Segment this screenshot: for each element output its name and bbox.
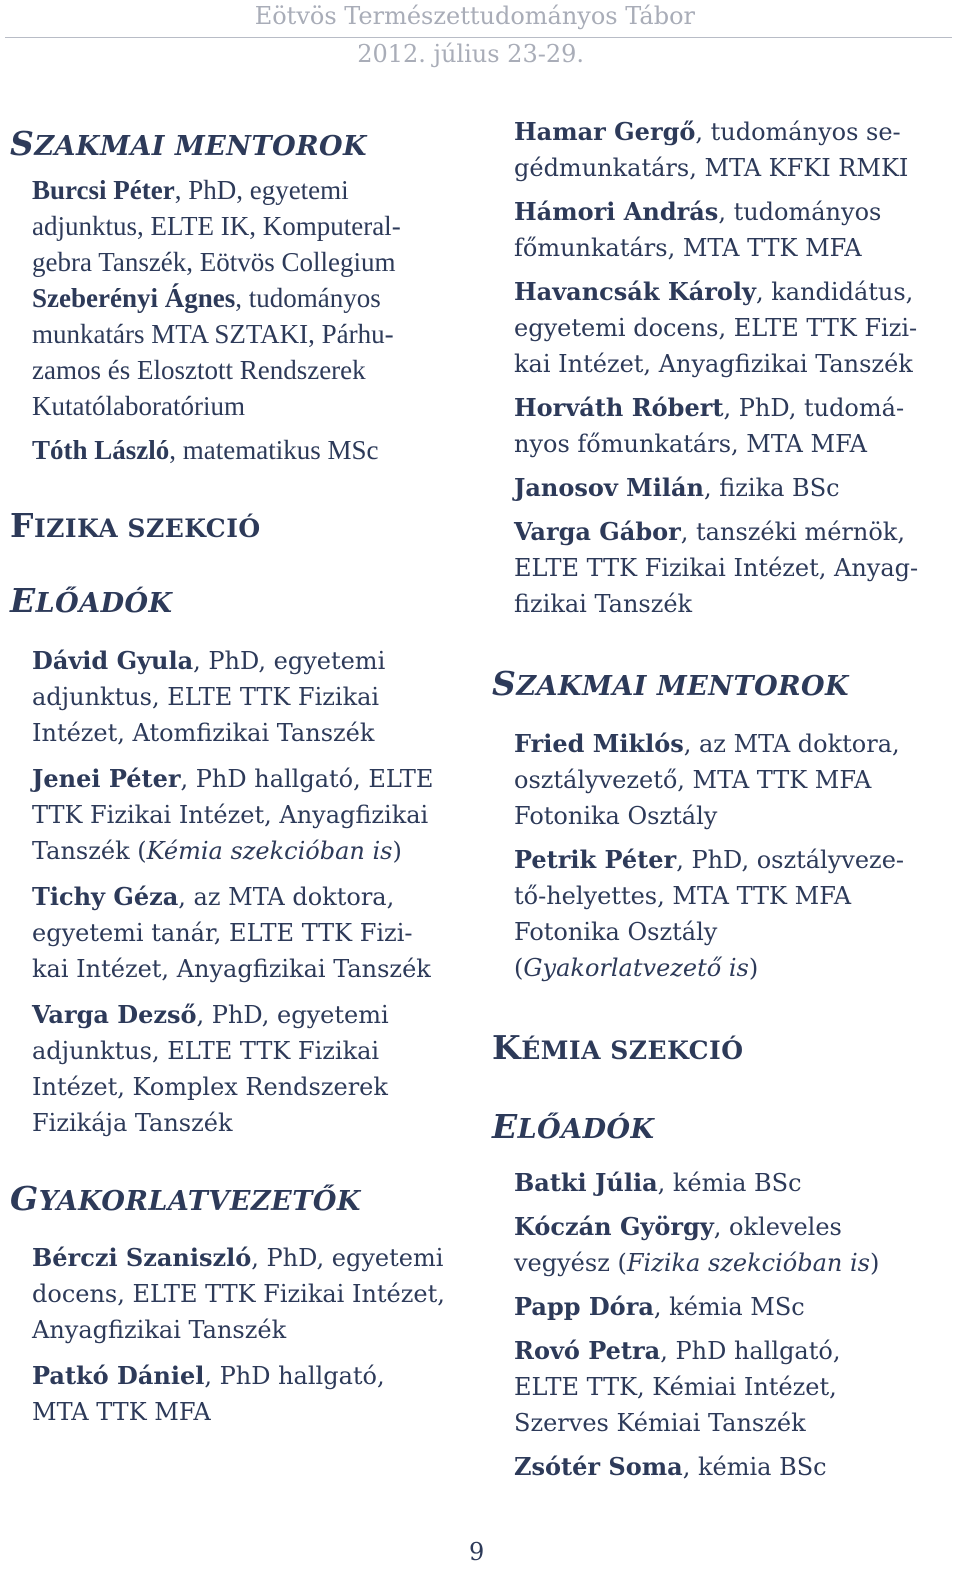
person-entry: Szeberényi Ágnes, tudományos munkatárs MTA SZTAKI, Párhu- zamos és Elosztott Rendszerek Kutatólaboratórium <box>32 282 394 421</box>
person-entry: Jenei Péter, PhD hallgató, ELTE TTK Fizikai Intézet, Anyagfizikai Tanszék (Kémia szekcióban is) <box>32 763 434 865</box>
person-entry: Fried Miklós, az MTA doktora, osztályvezető, MTA TTK MFA Fotonika Osztály <box>514 728 900 830</box>
page-number: 9 <box>469 1538 485 1566</box>
person-name: Varga Dezső <box>32 999 197 1029</box>
heading-szakmai-mentorok-right: SZAKMAI MENTOROK <box>492 664 850 703</box>
person-name: Janosov Milán <box>514 473 704 502</box>
header-date: 2012. július 23-29. <box>357 40 584 68</box>
person-name: Burcsi Péter <box>32 174 175 205</box>
person-entry: Petrik Péter, PhD, osztályveze- tő-helyettes, MTA TTK MFA Fotonika Osztály (Gyakorlatvezető is) <box>514 844 905 982</box>
person-name: Havancsák Károly <box>514 277 756 306</box>
page-header <box>0 0 960 70</box>
person-name: Kóczán György <box>514 1211 714 1241</box>
person-name: Szeberényi Ágnes <box>32 282 236 313</box>
person-name: Hámori András <box>514 197 719 226</box>
person-entry: Hamar Gergő, tudományos se- gédmunkatárs, MTA KFKI RMKI <box>514 117 909 182</box>
person-entry: Dávid Gyula, PhD, egyetemi adjunktus, ELTE TTK Fizikai Intézet, Atomfizikai Tanszék <box>32 645 386 747</box>
person-entry: Hámori András, tudományos főmunkatárs, MTA TTK MFA <box>514 197 882 262</box>
person-entry: Bérczi Szaniszló, PhD, egyetemi docens, ELTE TTK Fizikai Intézet, Anyagfizikai Tanszék <box>32 1243 445 1345</box>
heading-gyakorlatvezetok: GYAKORLATVEZETŐK <box>10 1178 361 1218</box>
person-entry: Kóczán György, okleveles vegyész (Fizika szekcióban is) <box>514 1211 880 1277</box>
person-entry: Tóth László, matematikus MSc <box>32 434 379 465</box>
heading-szakmai-mentorok: SZAKMAI MENTOROK <box>10 124 368 163</box>
person-entry: Zsótér Soma, kémia BSc <box>514 1451 827 1481</box>
person-entry: Patkó Dániel, PhD hallgató, MTA TTK MFA <box>32 1361 385 1427</box>
person-name: Varga Gábor <box>514 517 681 546</box>
person-name: Tichy Géza <box>32 881 179 911</box>
person-entry: Burcsi Péter, PhD, egyetemi adjunktus, ELTE IK, Komputeral- gebra Tanszék, Eötvös Collegium <box>32 174 401 277</box>
right-column <box>492 112 947 1485</box>
person-name: Jenei Péter <box>32 763 181 793</box>
header-divider <box>5 37 952 38</box>
person-name: Hamar Gergő <box>514 117 696 146</box>
person-entry: Varga Dezső, PhD, egyetemi adjunktus, ELTE TTK Fizikai Intézet, Komplex Rendszerek Fizikája Tanszék <box>32 999 389 1137</box>
person-entry: Papp Dóra, kémia MSc <box>514 1291 805 1321</box>
person-name: Fried Miklós <box>514 728 684 758</box>
heading-eloadok: ELŐADÓK <box>10 581 173 621</box>
person-entry: Horváth Róbert, PhD, tudomá- nyos főmunkatárs, MTA MFA <box>514 393 905 458</box>
heading-kemia-szekcio: KÉMIA SZEKCIÓ <box>492 1027 744 1067</box>
person-name: Papp Dóra <box>514 1291 654 1321</box>
person-entry: Tichy Géza, az MTA doktora, egyetemi tanár, ELTE TTK Fizi- kai Intézet, Anyagfizikai Tanszék <box>32 881 431 983</box>
person-entry: Varga Gábor, tanszéki mérnök, ELTE TTK Fizikai Intézet, Anyag- fizikai Tanszék <box>514 517 919 618</box>
person-name: Batki Júlia <box>514 1167 658 1197</box>
person-name: Rovó Petra <box>514 1335 661 1365</box>
person-name: Dávid Gyula <box>32 645 194 675</box>
heading-eloadok-right: ELŐADÓK <box>492 1107 655 1147</box>
person-entry: Rovó Petra, PhD hallgató, ELTE TTK, Kémiai Intézet, Szerves Kémiai Tanszék <box>514 1335 841 1437</box>
header-title: Eötvös Természettudományos Tábor <box>254 2 695 30</box>
person-name: Bérczi Szaniszló <box>32 1243 252 1273</box>
person-name: Horváth Róbert <box>514 393 724 422</box>
person-entry: Batki Júlia, kémia BSc <box>514 1167 802 1197</box>
left-column <box>10 112 480 1430</box>
person-name: Zsótér Soma <box>514 1451 683 1481</box>
person-name: Tóth László <box>32 434 170 465</box>
heading-fizika-szekcio: FIZIKA SZEKCIÓ <box>10 505 261 545</box>
person-name: Petrik Péter <box>514 844 677 874</box>
person-name: Patkó Dániel <box>32 1361 205 1391</box>
person-entry: Havancsák Károly, kandidátus, egyetemi docens, ELTE TTK Fizi- kai Intézet, Anyagfizikai Tanszék <box>514 277 918 378</box>
person-entry: Janosov Milán, fizika BSc <box>514 473 840 502</box>
